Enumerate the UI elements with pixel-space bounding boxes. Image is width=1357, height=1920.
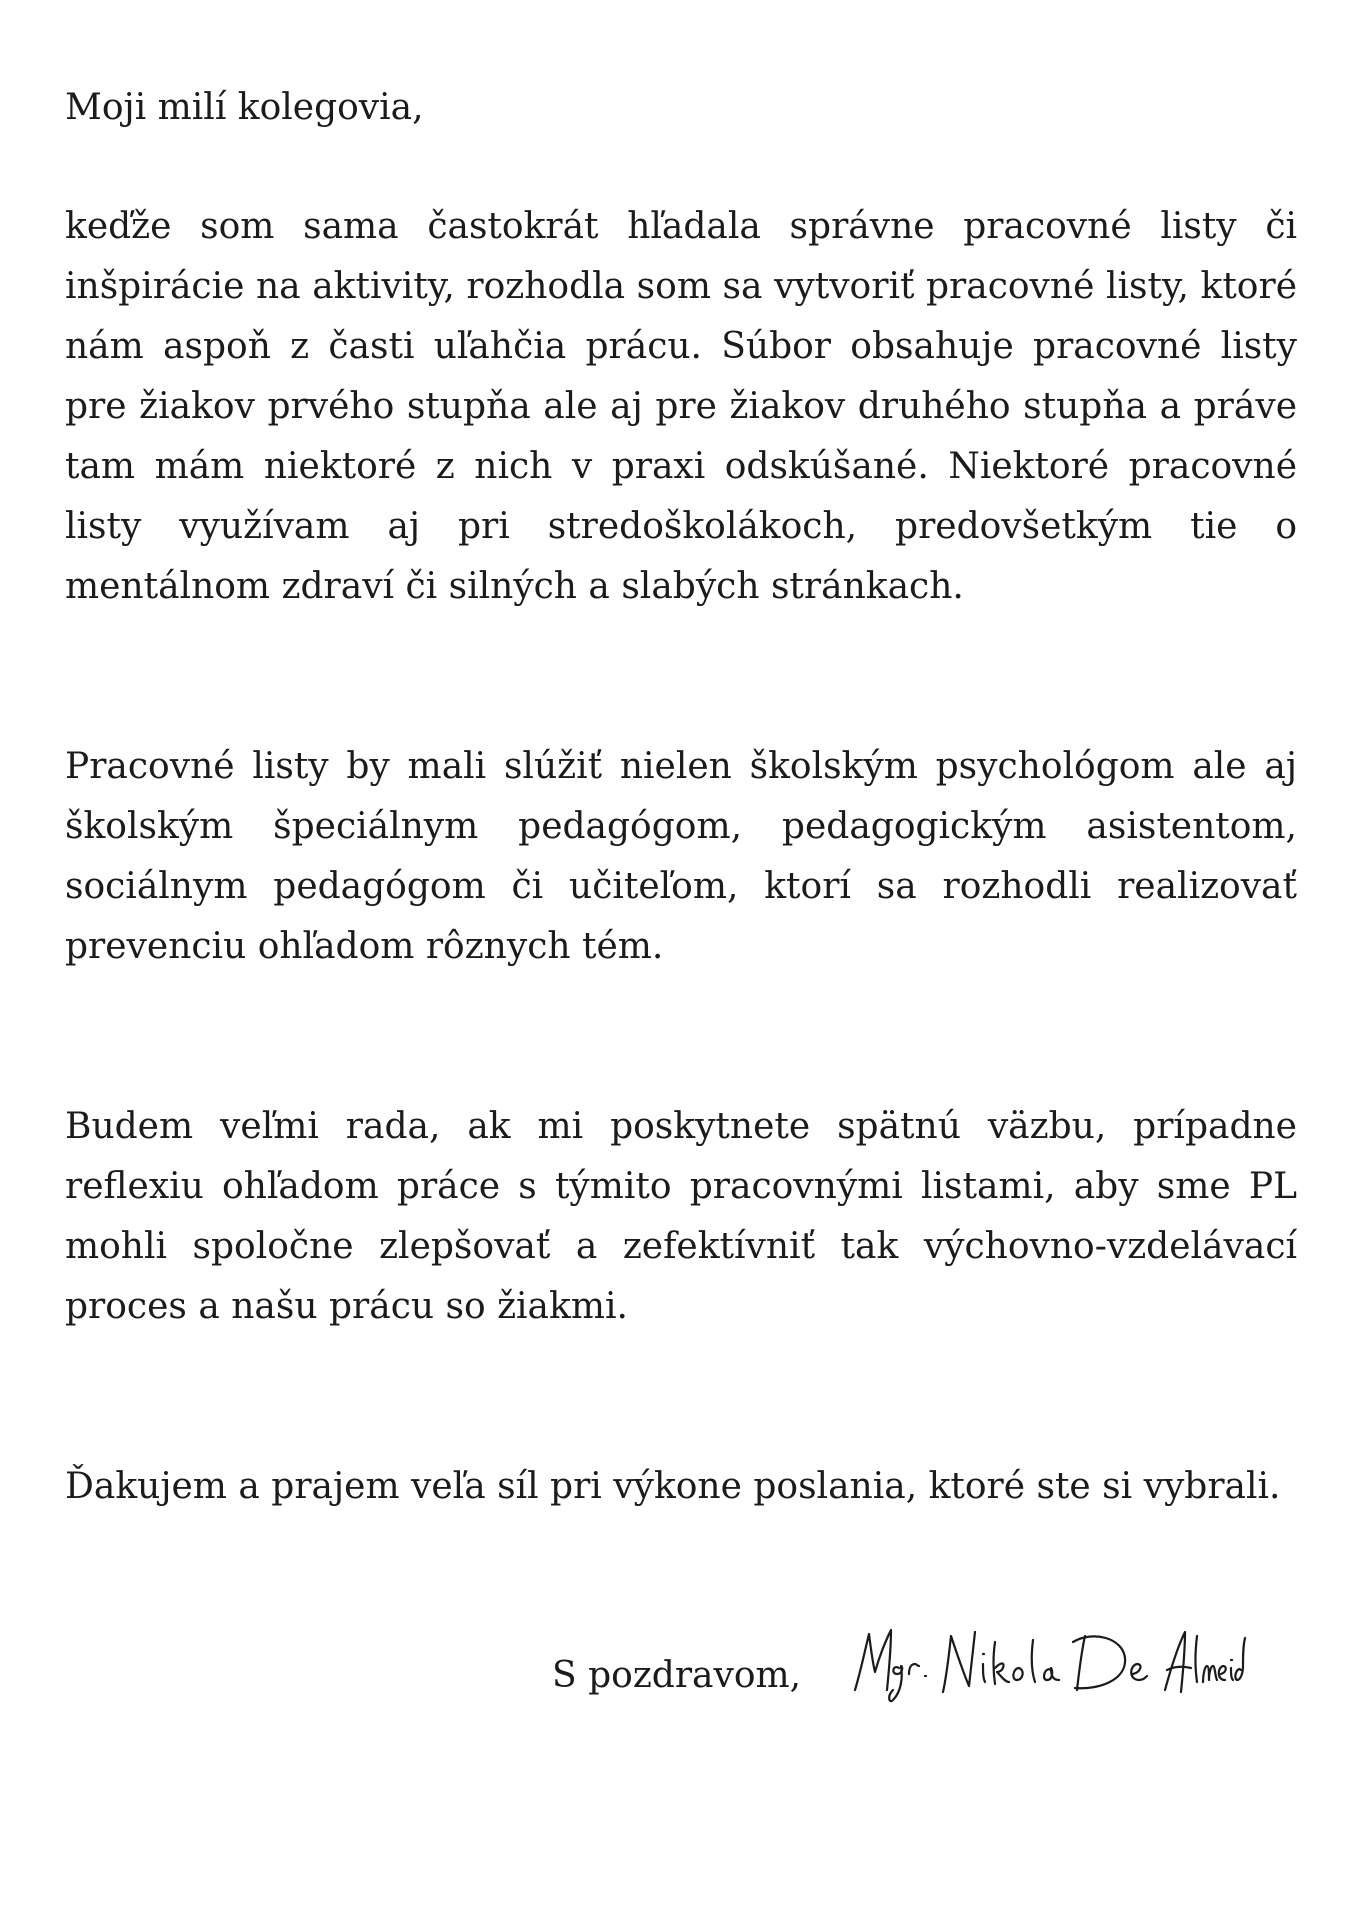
signature-drawing [847, 1620, 1247, 1710]
paragraph-intro: keďže som sama častokrát hľadala správne pracovné listy či inšpirácie na aktivity, rozhodla som sa vytvoriť pracovné listy, ktoré nám aspoň z časti uľahčia prácu. Súbor obsahuje pracovné listy pre žiakov prvého stupňa ale aj pre žiakov druhého stupňa a práve tam mám niektoré z nich v praxi odskúšané. Niektoré pracovné listy využívam aj pri stredoškolákoch, predovšetkým tie o mentálnom zdraví či silných a slabých stránkach. [65, 206, 1297, 607]
closing: S pozdravom, [552, 1655, 802, 1696]
greeting: Moji milí kolegovia, [65, 87, 424, 128]
paragraph-feedback: Budem veľmi rada, ak mi poskytnete spätnú väzbu, prípadne reflexiu ohľadom práce s týmito pracovnými listami, aby sme PL mohli spoločne zlepšovať a zefektívniť tak výchovno-vzdelávací proces a našu prácu so žiakmi. [65, 1106, 1297, 1327]
paragraph-audience: Pracovné listy by mali slúžiť nielen školským psychológom ale aj školským špeciálnym pedagógom, pedagogickým asistentom, sociálnym pedagógom či učiteľom, ktorí sa rozhodli realizovať prevenciu ohľadom rôznych tém. [65, 746, 1297, 967]
letter-page [65, 0, 1297, 1920]
paragraph-thanks: Ďakujem a prajem veľa síl pri výkone poslania, ktoré ste si vybrali. [65, 1466, 1281, 1507]
handwritten-signature [847, 1620, 1247, 1710]
